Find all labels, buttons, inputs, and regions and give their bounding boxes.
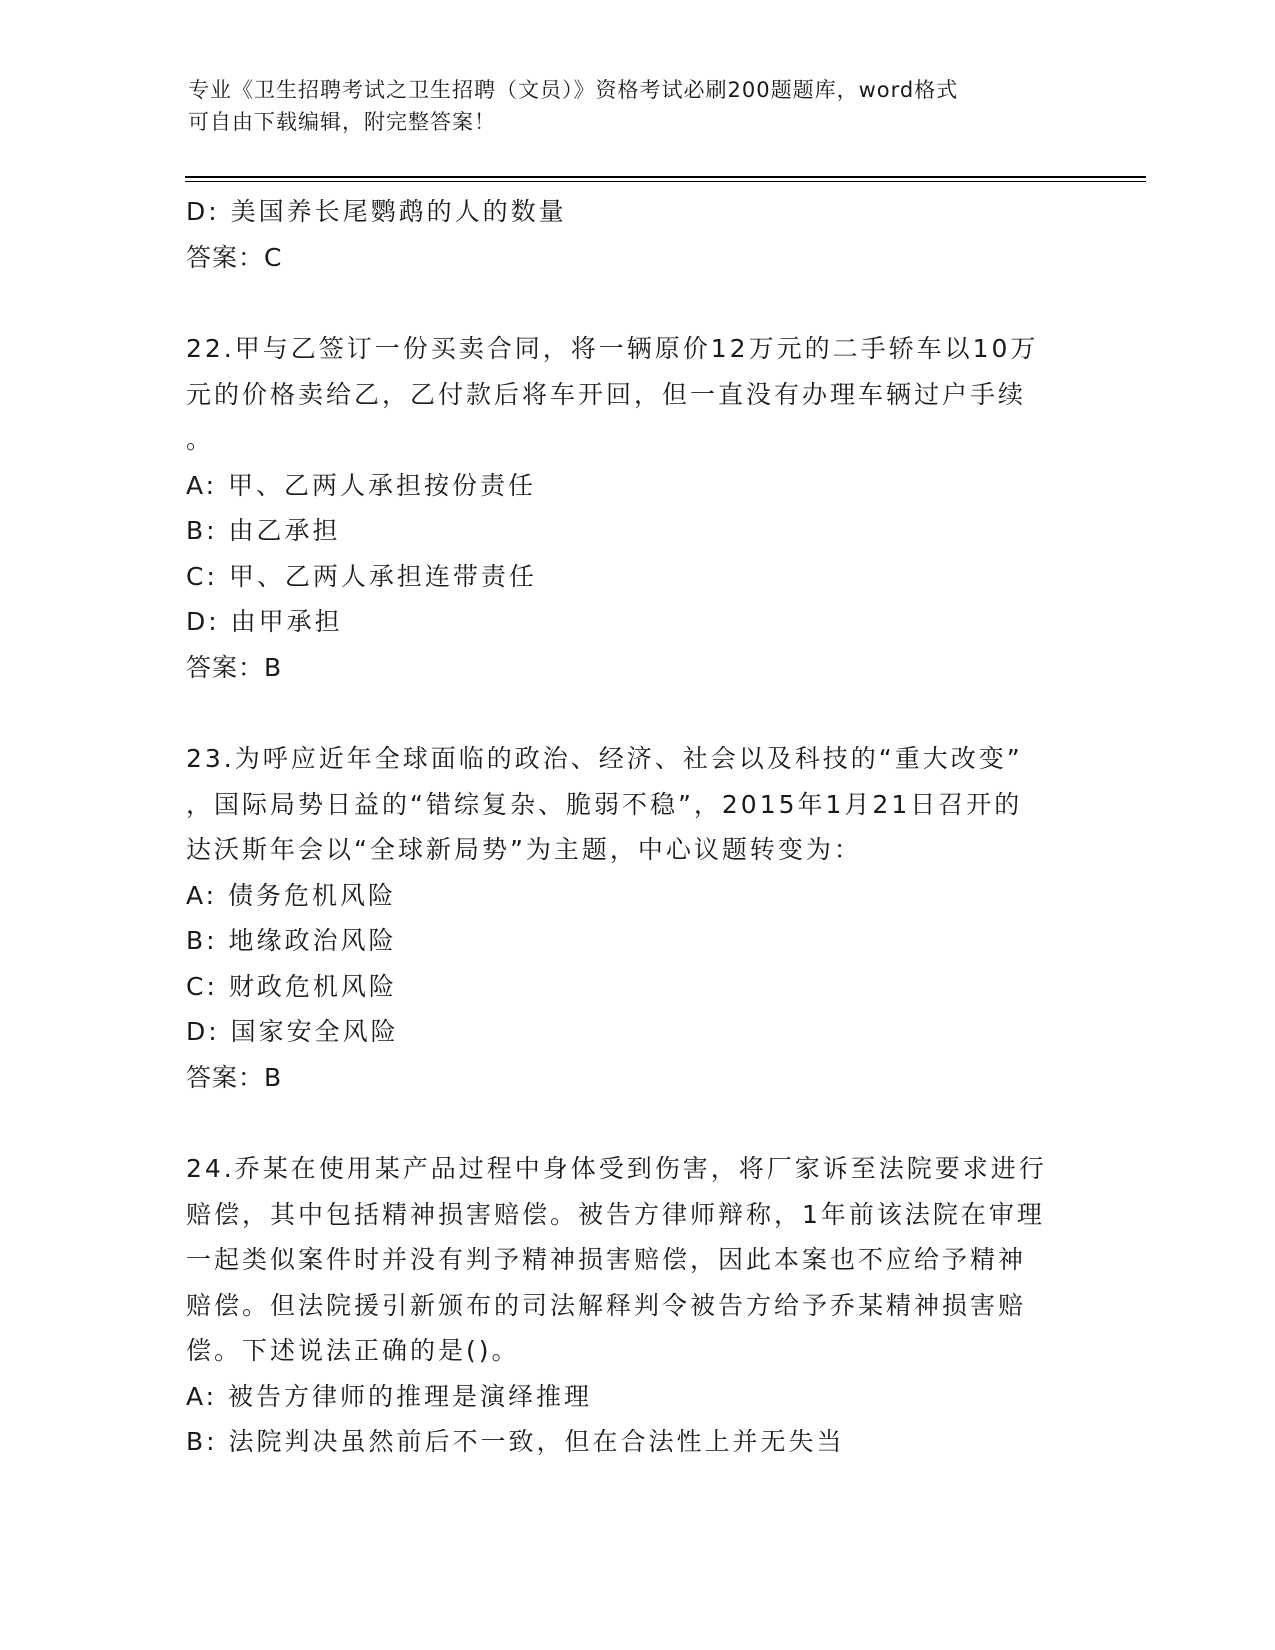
- spacer: [186, 280, 1076, 326]
- option-c: C: 甲、乙两人承担连带责任: [186, 561, 537, 591]
- question-stem-line: 23.为呼应近年全球面临的政治、经济、社会以及科技的“重大改变”: [186, 744, 1023, 773]
- question-stem-line: 偿。下述说法正确的是()。: [186, 1336, 520, 1365]
- header-divider-thick: [185, 176, 1146, 178]
- option-c: C: 财政危机风险: [186, 971, 397, 1001]
- answer-line: 答案：B: [186, 652, 283, 682]
- question-24: [186, 1146, 1076, 1465]
- header-title-line-1: 专业《卫生招聘考试之卫生招聘（文员）》资格考试必刷200题题库，word格式: [188, 78, 959, 102]
- question-stem-line: 达沃斯年会以“全球新局势”为主题，中心议题转变为：: [186, 835, 862, 864]
- option-b: B: 由乙承担: [186, 516, 341, 545]
- option-a: A: 债务危机风险: [186, 880, 397, 910]
- option-b: B: 地缘政治风险: [186, 926, 397, 955]
- answer-line: 答案：C: [186, 242, 283, 272]
- question-stem-line: 赔偿，其中包括精神损害赔偿。被告方律师辩称，1年前该法院在审理: [186, 1199, 1045, 1229]
- answer-line: 答案：B: [186, 1062, 283, 1092]
- option-d: D: 美国养长尾鹦鹉的人的数量: [186, 197, 567, 226]
- question-stem-line: 元的价格卖给乙，乙付款后将车开回，但一直没有办理车辆过户手续: [186, 379, 1027, 409]
- header-title-line-2: 可自由下载编辑，附完整答案！: [188, 110, 496, 134]
- question-stem-line: ，国际局势日益的“错综复杂、脆弱不稳”，2015年1月21日召开的: [186, 789, 1023, 819]
- question-22: [186, 326, 1076, 690]
- option-a: A: 甲、乙两人承担按份责任: [186, 470, 537, 500]
- question-stem-line: 24.乔某在使用某产品过程中身体受到伤害，将厂家诉至法院要求进行: [186, 1154, 1047, 1183]
- spacer: [186, 1100, 1076, 1146]
- question-stem-line: 。: [186, 425, 215, 454]
- spacer: [186, 690, 1076, 736]
- page-header: [188, 74, 1068, 138]
- option-d: D: 由甲承担: [186, 607, 343, 636]
- header-divider-thin: [185, 181, 1146, 182]
- question-stem-line: 一起类似案件时并没有判予精神损害赔偿，因此本案也不应给予精神: [186, 1245, 1027, 1274]
- question-stem-line: 赔偿。但法院援引新颁布的司法解释判令被告方给予乔某精神损害赔: [186, 1290, 1027, 1320]
- question-stem-line: 22.甲与乙签订一份买卖合同，将一辆原价12万元的二手轿车以10万: [186, 334, 1039, 363]
- option-d: D: 国家安全风险: [186, 1017, 399, 1046]
- option-a: A: 被告方律师的推理是演绎推理: [186, 1381, 593, 1411]
- option-b: B: 法院判决虽然前后不一致，但在合法性上并无失当: [186, 1427, 845, 1456]
- carryover-block: [186, 189, 1076, 280]
- question-list: [186, 189, 1076, 1465]
- question-23: [186, 736, 1076, 1100]
